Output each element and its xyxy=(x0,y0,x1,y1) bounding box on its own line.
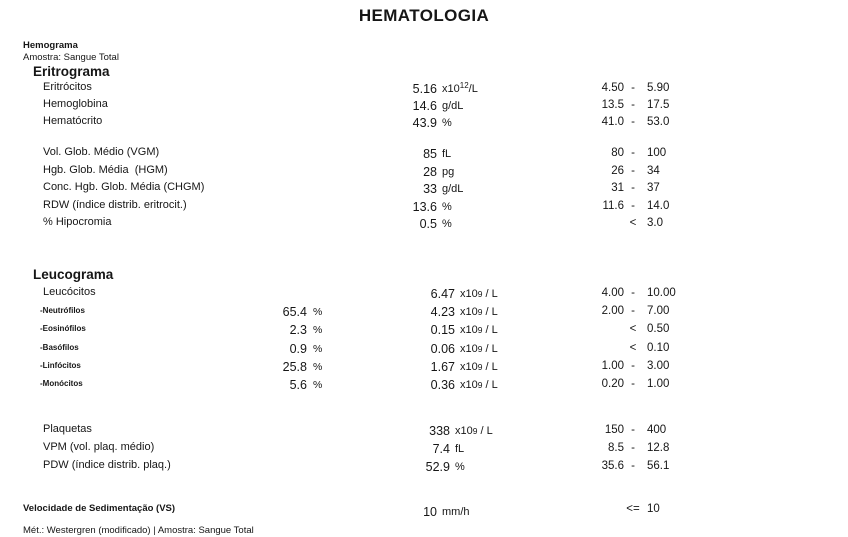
percent-unit xyxy=(307,217,333,232)
vs-range-high: 10 xyxy=(647,502,660,515)
range-low: 11.6 xyxy=(602,199,624,212)
row-plaquetas xyxy=(23,422,848,437)
analyte-label: RDW (índice distrib. eritrocit.) xyxy=(43,198,187,211)
range-separator: - xyxy=(631,164,635,177)
analyte-value: 5.16 xyxy=(412,82,437,96)
analyte-percent xyxy=(253,165,307,180)
result-group xyxy=(23,422,848,476)
analyte-unit: x109 / L xyxy=(460,305,498,318)
analyte-value: 0.15 xyxy=(430,323,455,338)
result-group xyxy=(23,285,848,395)
range-low: 41.0 xyxy=(601,116,624,128)
analyte-label: Vol. Glob. Médio (VGM) xyxy=(43,146,160,158)
row-eritrocitos xyxy=(23,80,848,95)
panel-name: Hemograma xyxy=(23,40,78,51)
row-eosinofilos xyxy=(23,321,848,336)
range-low xyxy=(565,322,624,337)
row-hematocrito xyxy=(23,114,848,129)
analyte-label: -Eosinófilos xyxy=(40,324,86,334)
analyte-percent: 5.6 xyxy=(289,378,307,393)
section-leucograma xyxy=(23,233,848,476)
analyte-value: 7.4 xyxy=(432,441,450,456)
analyte-value: 52.9 xyxy=(425,459,450,474)
analyte-value: 33 xyxy=(423,182,437,196)
analyte-percent xyxy=(253,200,307,215)
range-separator: - xyxy=(631,423,635,436)
range-separator: - xyxy=(631,441,635,454)
analyte-unit: x109 / L xyxy=(460,342,498,355)
vs-percent-unit-empty xyxy=(307,503,333,518)
analyte-percent xyxy=(253,424,307,439)
percent-unit xyxy=(307,147,333,162)
report-body xyxy=(23,0,848,536)
range-low: 2.00 xyxy=(601,304,624,317)
row-rdw-indice-distrib-eritrocit xyxy=(23,198,848,213)
section-eritrograma xyxy=(23,64,848,233)
page-title: HEMATOLOGIA xyxy=(358,6,490,25)
analyte-value: 43.9 xyxy=(412,116,437,130)
percent-unit xyxy=(307,99,333,114)
analyte-percent: 65.4 xyxy=(282,304,307,319)
analyte-label: -Basófilos xyxy=(40,342,79,352)
range-low: 26 xyxy=(611,164,624,177)
range-high: 1.00 xyxy=(647,378,670,391)
analyte-unit: x109 / L xyxy=(460,287,498,300)
percent-unit xyxy=(307,460,333,475)
range-high: 37 xyxy=(647,182,660,194)
analyte-label: Leucócitos xyxy=(43,285,96,298)
analyte-label: PDW (índice distrib. plaq.) xyxy=(43,458,171,471)
range-high: 56.1 xyxy=(647,459,670,472)
result-group xyxy=(23,145,848,233)
percent-unit xyxy=(307,82,333,97)
analyte-unit: x109 / L xyxy=(460,324,498,337)
range-low xyxy=(565,341,624,356)
analyte-unit: fL xyxy=(455,442,465,455)
percent-unit: % xyxy=(313,305,323,318)
analyte-label: Hemoglobina xyxy=(43,98,108,110)
range-separator: - xyxy=(631,147,635,159)
range-low: 31 xyxy=(611,182,624,194)
range-high: 3.0 xyxy=(647,217,663,229)
analyte-value: 1.67 xyxy=(430,360,455,375)
analyte-percent xyxy=(253,99,307,114)
percent-unit xyxy=(307,442,333,457)
analyte-percent: 2.3 xyxy=(289,323,307,338)
range-low: 35.6 xyxy=(601,459,624,472)
analyte-value: 0.5 xyxy=(419,217,437,231)
analyte-label: Hematócrito xyxy=(43,115,103,127)
range-high: 14.0 xyxy=(647,199,670,212)
analyte-label: -Monócitos xyxy=(40,379,83,389)
row-monocitos xyxy=(23,376,848,391)
range-separator: - xyxy=(631,378,635,391)
section-heading: Eritrograma xyxy=(33,64,110,79)
percent-unit xyxy=(307,424,333,439)
analyte-unit: x109 / L xyxy=(455,424,493,437)
analyte-value: 0.06 xyxy=(430,341,455,356)
vs-percent-empty xyxy=(253,503,307,518)
range-low: 1.00 xyxy=(601,360,624,373)
range-separator: - xyxy=(631,199,635,212)
analyte-value: 14.6 xyxy=(412,99,437,113)
row-basofilos xyxy=(23,340,848,355)
range-high: 10.00 xyxy=(647,286,676,299)
analyte-label: % Hipocromia xyxy=(43,216,112,228)
range-separator: - xyxy=(631,286,635,299)
range-high: 0.10 xyxy=(647,341,670,354)
range-low xyxy=(527,216,624,231)
range-high: 100 xyxy=(647,147,667,159)
percent-unit: % xyxy=(313,342,323,355)
method-note: Mét.: Westergren (modificado) | Amostra: Sangue Total xyxy=(23,524,254,536)
range-high: 12.8 xyxy=(647,441,670,454)
analyte-label: Eritrócitos xyxy=(43,81,92,93)
analyte-label: Plaquetas xyxy=(43,422,92,435)
analyte-percent xyxy=(253,442,307,457)
range-separator: - xyxy=(631,182,635,194)
row-linfocitos xyxy=(23,358,848,373)
analyte-percent xyxy=(253,287,307,302)
analyte-label: -Neutrófilos xyxy=(40,305,85,315)
analyte-value: 28 xyxy=(423,164,437,179)
analyte-value: 6.47 xyxy=(430,286,455,301)
range-high: 0.50 xyxy=(647,323,670,336)
analyte-value: 4.23 xyxy=(430,304,455,319)
range-separator: < xyxy=(629,341,637,354)
analyte-percent xyxy=(253,182,307,197)
percent-unit: % xyxy=(313,324,323,337)
percent-unit: % xyxy=(313,361,323,374)
analyte-unit: $x10^{12}/L$ xyxy=(442,81,478,95)
range-high: 400 xyxy=(647,423,667,436)
range-low: 0.20 xyxy=(601,378,624,391)
analyte-label: Hgb. Glob. Média (HGM) xyxy=(43,163,168,176)
analyte-percent xyxy=(253,116,307,131)
analyte-percent: 0.9 xyxy=(289,341,307,356)
vs-label: Velocidade de Sedimentação (VS) xyxy=(23,502,176,514)
analyte-value: 0.36 xyxy=(430,378,455,393)
percent-unit xyxy=(307,182,333,197)
range-low: 4.00 xyxy=(601,286,624,299)
analyte-value: 13.6 xyxy=(412,199,437,214)
row-conc-hgb-glob-media-chgm xyxy=(23,180,848,195)
range-separator: < xyxy=(629,217,637,229)
analyte-percent xyxy=(253,460,307,475)
analyte-unit: % xyxy=(442,218,452,230)
analyte-unit: % xyxy=(442,200,452,213)
analyte-label: Conc. Hgb. Glob. Média (CHGM) xyxy=(43,181,205,193)
range-high: 53.0 xyxy=(647,116,670,128)
row-hemoglobina xyxy=(23,97,848,112)
row-pdw-indice-distrib-plaq xyxy=(23,458,848,473)
analyte-unit: x109 / L xyxy=(460,379,498,392)
analyte-percent xyxy=(253,82,307,97)
range-low: 150 xyxy=(604,423,624,436)
percent-unit xyxy=(307,165,333,180)
analyte-value: 85 xyxy=(423,147,437,161)
row-vol-glob-medio-vgm xyxy=(23,145,848,160)
range-high: 17.5 xyxy=(647,99,670,111)
analyte-value: 338 xyxy=(429,423,450,438)
analyte-unit: g/dL xyxy=(442,100,464,112)
range-high: 34 xyxy=(647,164,660,177)
analyte-unit: g/dL xyxy=(442,183,464,195)
row-leucocitos xyxy=(23,285,848,300)
percent-unit xyxy=(307,200,333,215)
range-separator: < xyxy=(629,323,637,336)
row-neutrofilos xyxy=(23,303,848,318)
range-separator: - xyxy=(631,116,635,128)
analyte-label: -Linfócitos xyxy=(40,361,81,371)
range-low: 13.5 xyxy=(601,99,624,111)
analyte-unit: % xyxy=(455,460,465,473)
row-hgb-glob-media-hgm xyxy=(23,163,848,178)
range-low: 4.50 xyxy=(601,82,624,94)
range-separator: - xyxy=(631,82,635,94)
range-separator: - xyxy=(631,360,635,373)
vs-range-separator: <= xyxy=(626,502,640,515)
range-high: 7.00 xyxy=(647,304,670,317)
range-separator: - xyxy=(631,459,635,472)
analyte-unit: pg xyxy=(442,165,455,178)
result-group xyxy=(23,80,848,131)
range-high: 3.00 xyxy=(647,360,670,373)
row-hipocromia xyxy=(23,215,848,230)
sedimentation-section xyxy=(23,501,848,536)
sample-info: Amostra: Sangue Total xyxy=(23,52,119,63)
vs-value: 10 xyxy=(423,504,437,519)
result-sections xyxy=(23,64,848,476)
row-vpm-vol-plaq-medio xyxy=(23,440,848,455)
analyte-percent xyxy=(253,147,307,162)
analyte-percent xyxy=(253,217,307,232)
range-low: 80 xyxy=(611,147,624,159)
percent-unit xyxy=(307,287,333,302)
analyte-unit: fL xyxy=(442,148,452,160)
range-separator: - xyxy=(631,99,635,111)
percent-unit xyxy=(307,116,333,131)
section-heading: Leucograma xyxy=(33,266,114,282)
range-separator: - xyxy=(631,304,635,317)
analyte-unit: x109 / L xyxy=(460,361,498,374)
analyte-percent: 25.8 xyxy=(282,360,307,375)
vs-unit: mm/h xyxy=(442,505,470,518)
percent-unit: % xyxy=(313,379,323,392)
range-high: 5.90 xyxy=(647,82,670,94)
range-low: 8.5 xyxy=(608,441,624,454)
analyte-unit: % xyxy=(442,117,452,129)
analyte-label: VPM (vol. plaq. médio) xyxy=(43,440,155,453)
vs-range-low xyxy=(527,502,624,517)
row-velocidade-de-sedimentacao-vs xyxy=(23,501,848,519)
